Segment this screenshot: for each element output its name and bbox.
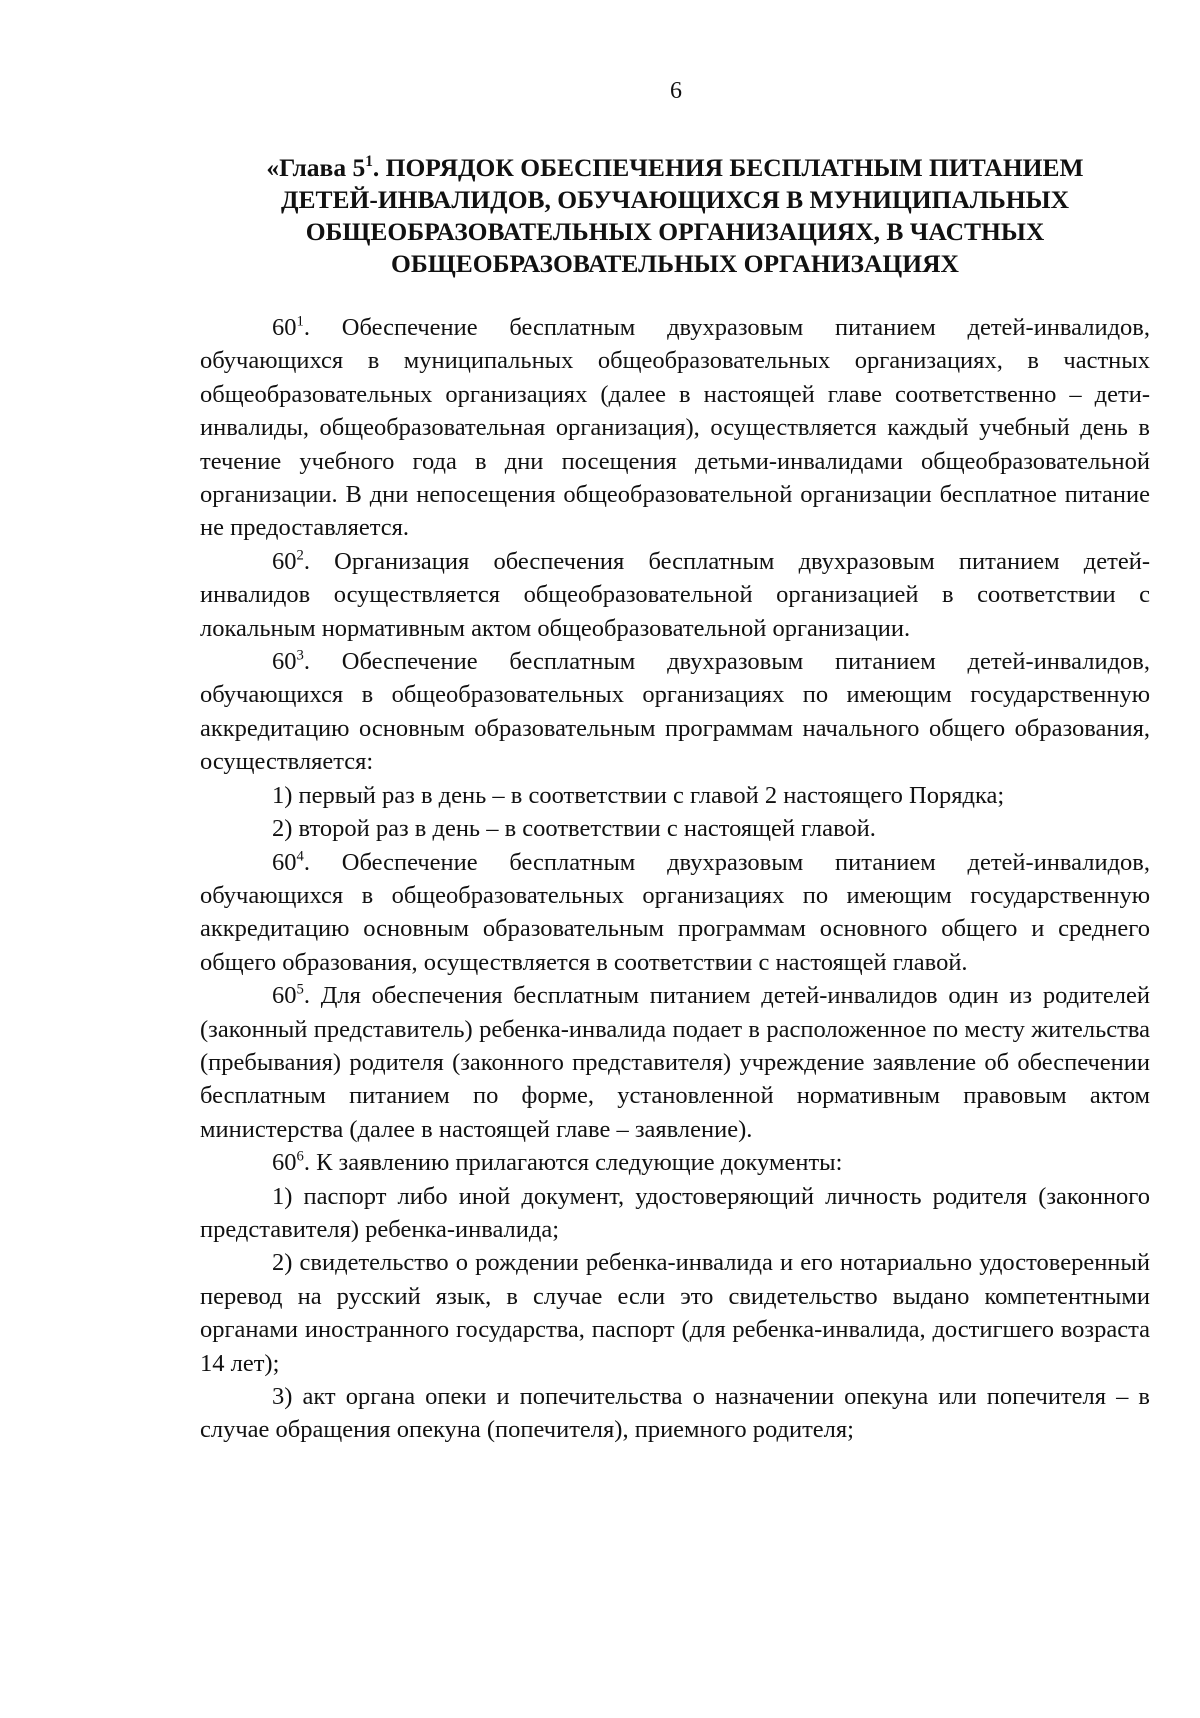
list-item-text: 2) второй раз в день – в соответствии с настоящей главой. [272, 815, 876, 843]
paragraph-text: . Обеспечение бесплатным двухразовым питанием детей-инвалидов, обучающихся в общеобразовательных организациях по имеющим государственную аккредитацию основным образовательным программам начального общего образования, осуществляется: [200, 648, 1150, 776]
paragraph-superscript: 1 [296, 313, 304, 330]
paragraph-number: 60 [272, 982, 297, 1010]
paragraph-number: 60 [272, 547, 297, 575]
paragraph-text: . Обеспечение бесплатным двухразовым питанием детей-инвалидов, обучающихся в муниципальных общеобразовательных организациях, в частных общеобразовательных организациях (далее в настоящей главе соответственно – дети-инвалиды, общеобразовательная организация), осуществляется каждый учебный день в течение учебного года в дни посещения детьми-инвалидами общеобразовательной организации. В дни непосещения общеобразовательной организации бесплатное питание не предоставляется. [200, 314, 1150, 542]
body-text [200, 311, 1150, 1447]
list-item [200, 812, 1150, 845]
chapter-title-text: . ПОРЯДОК ОБЕСПЕЧЕНИЯ БЕСПЛАТНЫМ ПИТАНИЕМ [372, 153, 1084, 182]
paragraph-text: . Для обеспечения бесплатным питанием детей-инвалидов один из родителей (законный представитель) ребенка-инвалида подает в расположенное по месту жительства (пребывания) родителя (законного представителя) учреждение заявление об обеспечении бесплатным питанием по форме, установленной нормативным правовым актом министерства (далее в настоящей главе – заявление). [200, 982, 1150, 1143]
chapter-title [190, 152, 1160, 280]
paragraph-superscript: 2 [296, 547, 304, 564]
paragraph-number: 60 [272, 848, 297, 876]
paragraph-60-3 [200, 645, 1150, 779]
paragraph-60-2 [200, 545, 1150, 645]
chapter-number-superscript: 1 [365, 153, 373, 171]
list-item-text: 1) паспорт либо иной документ, удостоверяющий личность родителя (законного представителя) ребенка-инвалида; [200, 1182, 1150, 1243]
paragraph-text: . Организация обеспечения бесплатным двухразовым питанием детей-инвалидов осуществляется общеобразовательной организацией в соответствии с локальным нормативным актом общеобразовательной организации. [200, 547, 1150, 642]
list-item-text: 2) свидетельство о рождении ребенка-инвалида и его нотариально удостоверенный перевод на русский язык, в случае если это свидетельство выдано компетентными органами иностранного государства, паспорт (для ребенка-инвалида, достигшего возраста 14 лет); [200, 1249, 1150, 1377]
paragraph-superscript: 6 [296, 1148, 304, 1165]
paragraph-60-5 [200, 979, 1150, 1146]
paragraph-number: 60 [272, 648, 297, 676]
paragraph-number: 60 [272, 1149, 297, 1177]
chapter-title-line [190, 152, 1160, 184]
chapter-title-line: ОБЩЕОБРАЗОВАТЕЛЬНЫХ ОРГАНИЗАЦИЯХ, В ЧАСТНЫХ [305, 217, 1045, 246]
paragraph-superscript: 4 [296, 847, 304, 864]
list-item-text: 3) акт органа опеки и попечительства о назначении опекуна или попечителя – в случае обращения опекуна (попечителя), приемного родителя; [200, 1383, 1150, 1444]
page-number: 6 [670, 78, 682, 104]
chapter-title-line: ДЕТЕЙ-ИНВАЛИДОВ, ОБУЧАЮЩИХСЯ В МУНИЦИПАЛЬНЫХ [280, 185, 1070, 214]
list-item [200, 1246, 1150, 1380]
chapter-title-prefix: «Глава 5 [266, 153, 366, 182]
paragraph-number: 60 [272, 314, 297, 341]
list-item [200, 1180, 1150, 1247]
paragraph-60-6 [200, 1146, 1150, 1179]
list-item [200, 1380, 1150, 1447]
chapter-title-line: ОБЩЕОБРАЗОВАТЕЛЬНЫХ ОРГАНИЗАЦИЯХ [391, 249, 959, 278]
paragraph-text: . К заявлению прилагаются следующие документы: [303, 1149, 843, 1177]
list-item [200, 779, 1150, 812]
paragraph-60-1 [200, 311, 1150, 545]
paragraph-superscript: 3 [296, 647, 304, 664]
paragraph-text: . Обеспечение бесплатным двухразовым питанием детей-инвалидов, обучающихся в общеобразовательных организациях по имеющим государственную аккредитацию основным образовательным программам основного общего и среднего общего образования, осуществляется в соответствии с настоящей главой. [200, 848, 1150, 976]
list-item-text: 1) первый раз в день – в соответствии с главой 2 настоящего Порядка; [272, 781, 1005, 809]
paragraph-superscript: 5 [296, 981, 304, 998]
paragraph-60-4 [200, 846, 1150, 980]
